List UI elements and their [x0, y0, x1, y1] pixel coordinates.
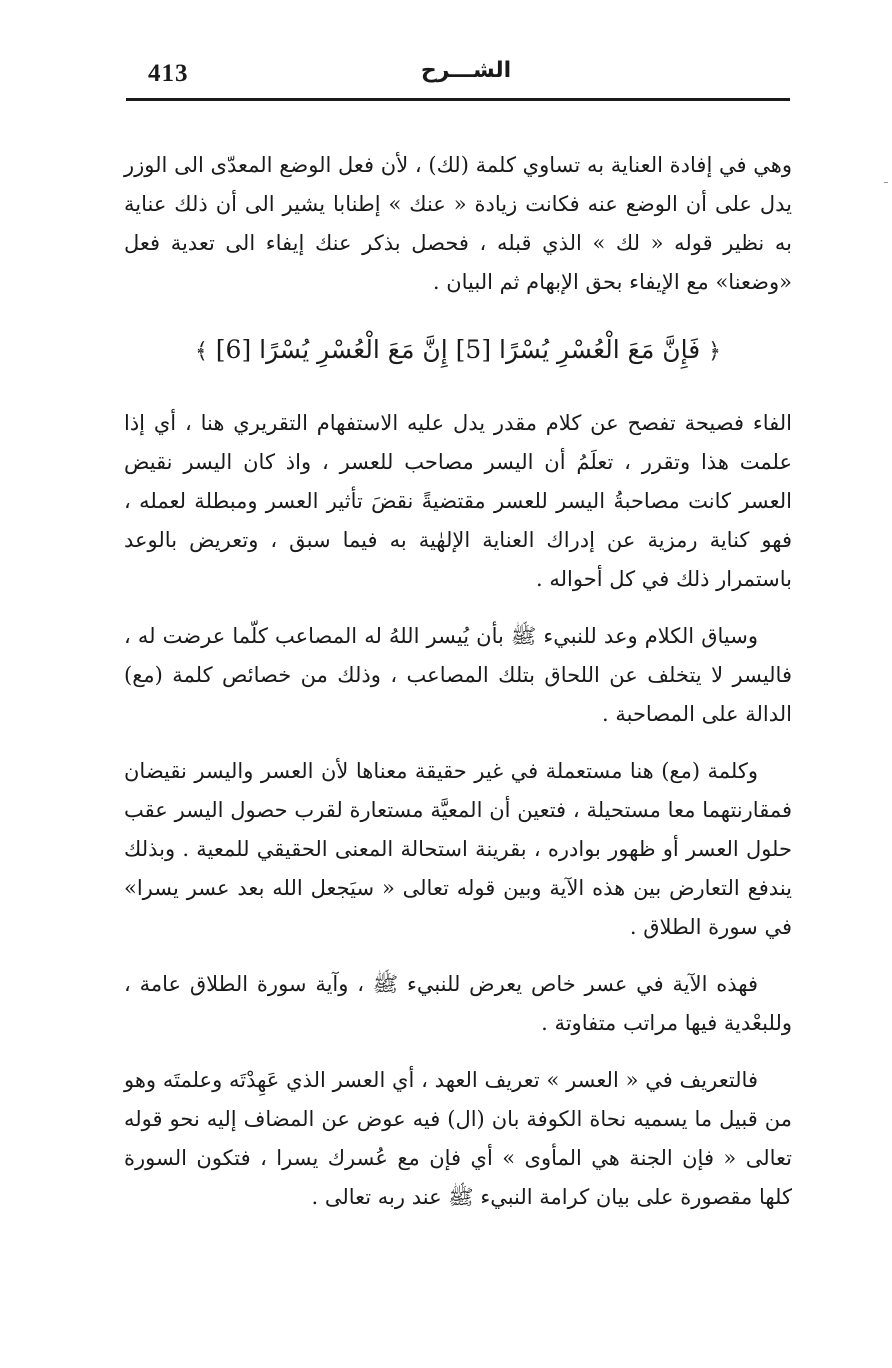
running-title: الشـــرح — [420, 58, 512, 83]
margin-mark — [884, 182, 888, 183]
page-number: 413 — [148, 60, 189, 87]
paragraph-5: فهذه الآية في عسر خاص يعرض للنبيء ﷺ ، وآية سورة الطلاق عامة ، وللبعْدية فيها مراتب متفاوتة . — [124, 972, 792, 1035]
body-text — [124, 146, 792, 1217]
header-rule — [126, 98, 790, 101]
paragraph-1: وهي في إفادة العناية به تساوي كلمة (لك) ، لأن فعل الوضع المعدّى الى الوزر يدل على أن الوضع عنه فكانت زيادة « عنك » إطنابا يشير الى أن ذلك عناية به نظير قوله « لك » الذي قبله ، فحصل بذكر عنك إيفاء الى تعدية فعل «وضعنا» مع الإيفاء بحق الإبهام ثم البيان . — [124, 153, 792, 294]
verse-text: فَإِنَّ مَعَ الْعُسْرِ يُسْرًا [5] إِنَّ مَعَ الْعُسْرِ يُسْرًا [6] — [215, 335, 701, 364]
verse-open-bracket: ﴿ — [708, 339, 722, 364]
quran-verse — [124, 328, 792, 374]
paragraph-4: وكلمة (مع) هنا مستعملة في غير حقيقة معناها لأن العسر واليسر نقيضان فمقارنتهما معا مستحيلة ، فتعين أن المعيَّة مستعارة لقرب حصول اليسر عقب حلول العسر أو ظهور بوادره ، بقرينة استحالة المعنى الحقيقي للمعية . وبذلك يندفع التعارض بين هذه الآية وبين قوله تعالى « سيَجعل الله بعد عسر يسرا» في سورة الطلاق . — [124, 759, 792, 939]
verse-close-bracket: ﴾ — [194, 339, 208, 364]
paragraph-3: وسياق الكلام وعد للنبيء ﷺ بأن يُيسر اللهُ له المصاعب كلّما عرضت له ، فاليسر لا يتخلف عن اللحاق بتلك المصاعب ، وذلك من خصائص كلمة (مع) الدالة على المصاحبة . — [124, 624, 792, 726]
paragraph-2: الفاء فصيحة تفصح عن كلام مقدر يدل عليه الاستفهام التقريري هنا ، أي إذا علمت هذا وتقرر ، تعلَمُ أن اليسر مصاحب للعسر ، واذ كان اليسر نقيض العسر كانت مصاحبةُ اليسر للعسر مقتضيةً نقضَ تأثير العسر ومبطلة لعمله ، فهو كناية رمزية عن إدراك العناية الإلهٰية به فيما سبق ، وتعريض بالوعد باستمرار ذلك في كل أحواله . — [124, 411, 792, 591]
paragraph-6: فالتعريف في « العسر » تعريف العهد ، أي العسر الذي عَهِدْتَه وعلمتَه وهو من قبيل ما يسميه نحاة الكوفة بان (ال) فيه عوض عن المضاف إليه نحو قوله تعالى « فإن الجنة هي المأوى » أي فإن مع عُسرك يسرا ، فتكون السورة كلها مقصورة على بيان كرامة النبيء ﷺ عند ربه تعالى . — [124, 1068, 792, 1209]
page-header — [126, 58, 790, 98]
